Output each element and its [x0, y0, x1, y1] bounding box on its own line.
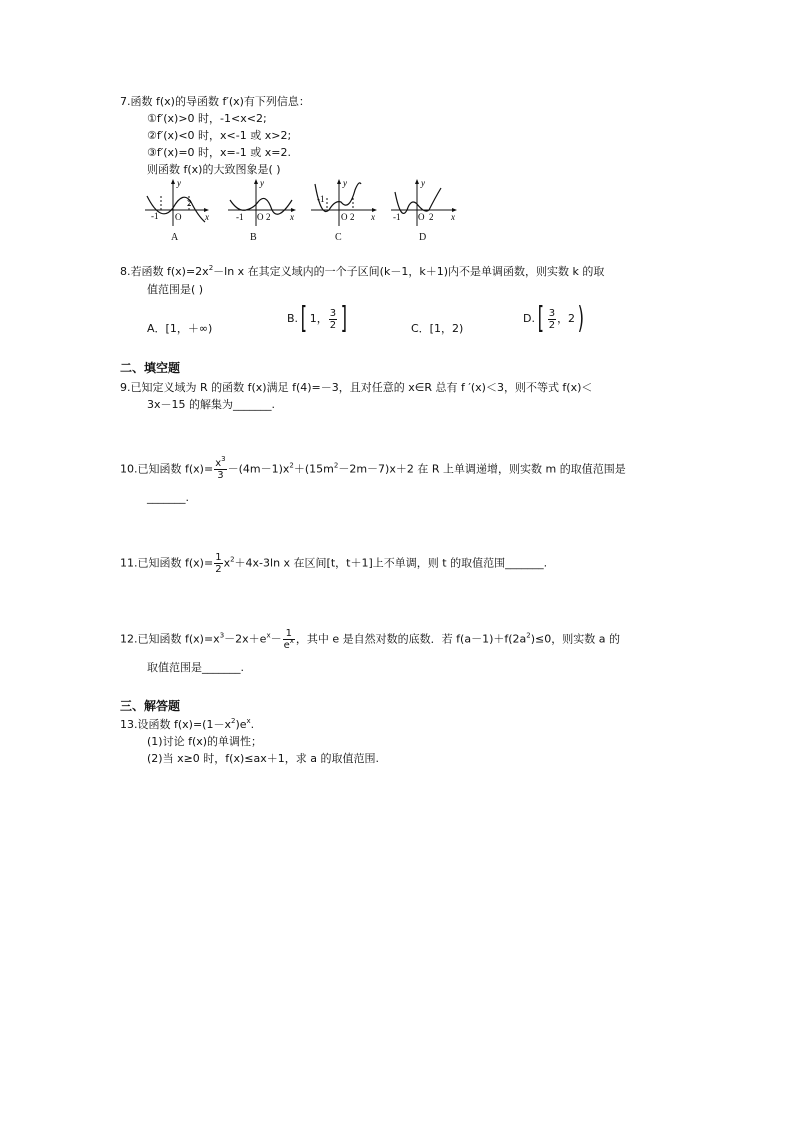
- q10-line1: 10.已知函数 f(x)= $\frac{x^3}{3}$ $-(4m-1)x^2+(15m^2-2m-7)x+2$ 在 R 上单调递增，则实数 m 的取值范围是: [120, 455, 626, 481]
- q13-stem: 13.设函数 $f(x)=(1-x^2)e^x$.: [120, 717, 255, 731]
- graph-d-origin: O: [418, 212, 425, 222]
- graph-a-tick-2: 2: [187, 198, 192, 208]
- section-fill-in-blank-heading: 二、填空题: [120, 361, 181, 375]
- q7-question: 则函数 f(x)的大致图象是( ): [147, 163, 281, 176]
- q8-line2: 值范围是( ): [147, 283, 204, 296]
- q10-line2: _______.: [147, 491, 189, 504]
- graph-c-x-label: x: [371, 212, 375, 222]
- q7-condition-2: ②f′(x)<0 时，x<-1 或 x>2;: [147, 129, 292, 142]
- graph-a-x-label: x: [205, 212, 209, 222]
- q7-condition-3: ③f′(x)=0 时，x=-1 或 x=2.: [147, 146, 291, 159]
- graph-d-tick-2: 2: [429, 212, 434, 222]
- q7-condition-1: ①f′(x)>0 时，-1<x<2;: [147, 112, 267, 125]
- graph-b-x-label: x: [290, 212, 294, 222]
- graph-option-c: [309, 178, 379, 228]
- graph-c-tick-neg1: -1: [317, 194, 325, 204]
- q11-line: 11.已知函数 f(x)= $\frac{1}{2}$ $x^2+4x-3\ln$ x 在区间[t，t＋1]上不单调，则 t 的取值范围_______.: [120, 552, 548, 575]
- graph-c-tick-2: 2: [350, 212, 355, 222]
- graph-option-b: [226, 178, 298, 228]
- q9-line1: 9.已知定义域为 R 的函数 f(x)满足 f(4)=－3，且对任意的 x∈R 总有 f ′(x)＜3，则不等式 f(x)＜: [120, 381, 593, 394]
- graph-d-label: D: [419, 232, 427, 243]
- graph-b-tick-2: 2: [266, 212, 271, 222]
- q12-line2: 取值范围是_______.: [147, 661, 244, 674]
- q8-line1: 8.若函数 $f(x)=2x^2-\ln$ x 在其定义域内的一个子区间(k－1，k＋1)内不是单调函数，则实数 k 的取: [120, 264, 605, 278]
- q13-part-2: (2)当 x≥0 时，f(x)≤ax＋1，求 a 的取值范围.: [147, 752, 379, 765]
- graph-b-label: B: [250, 232, 257, 243]
- graph-d-tick-neg1: -1: [393, 212, 401, 222]
- graph-b-tick-neg1: -1: [236, 212, 244, 222]
- graph-d-x-label: x: [451, 212, 455, 222]
- q13-part-1: (1)讨论 f(x)的单调性；: [147, 735, 263, 748]
- q7-stem: 7.函数 f(x)的导函数 f′(x)有下列信息：: [120, 95, 310, 108]
- q9-line2: 3x－15 的解集为_______.: [147, 398, 275, 411]
- graph-option-d: [389, 178, 459, 228]
- graph-b-y-label: y: [260, 178, 264, 188]
- graph-c-y-label: y: [343, 178, 347, 188]
- q8-options: [147, 301, 587, 340]
- graph-c-label: C: [335, 232, 342, 243]
- q8-option-c: C．[1，2): [411, 322, 464, 335]
- graph-c-origin: O: [341, 212, 348, 222]
- graph-a-label: A: [171, 232, 179, 243]
- q8-option-b: B.[ 1， $\frac{3}{2}$ ]: [287, 301, 348, 336]
- q12-line1: 12.已知函数 $f(x)=x^3-2x+e^x-$ $\frac{1}{e^x}$ ，其中 e 是自然对数的底数．若 $f(a-1)+f(2a^2)\le 0$，则实数 a 的: [120, 628, 620, 651]
- graph-a-origin: O: [175, 212, 182, 222]
- graph-b-origin: O: [257, 212, 264, 222]
- q8-option-a: A．[1，＋∞): [147, 322, 213, 335]
- graph-a-tick-neg1: -1: [151, 211, 159, 221]
- graph-d-y-label: y: [421, 178, 425, 188]
- graph-option-a: [143, 178, 211, 228]
- section-answer-heading: 三、解答题: [120, 699, 181, 713]
- graph-a-y-label: y: [177, 178, 181, 188]
- q8-option-d: D.[ $\frac{3}{2}$ ，2): [523, 301, 585, 336]
